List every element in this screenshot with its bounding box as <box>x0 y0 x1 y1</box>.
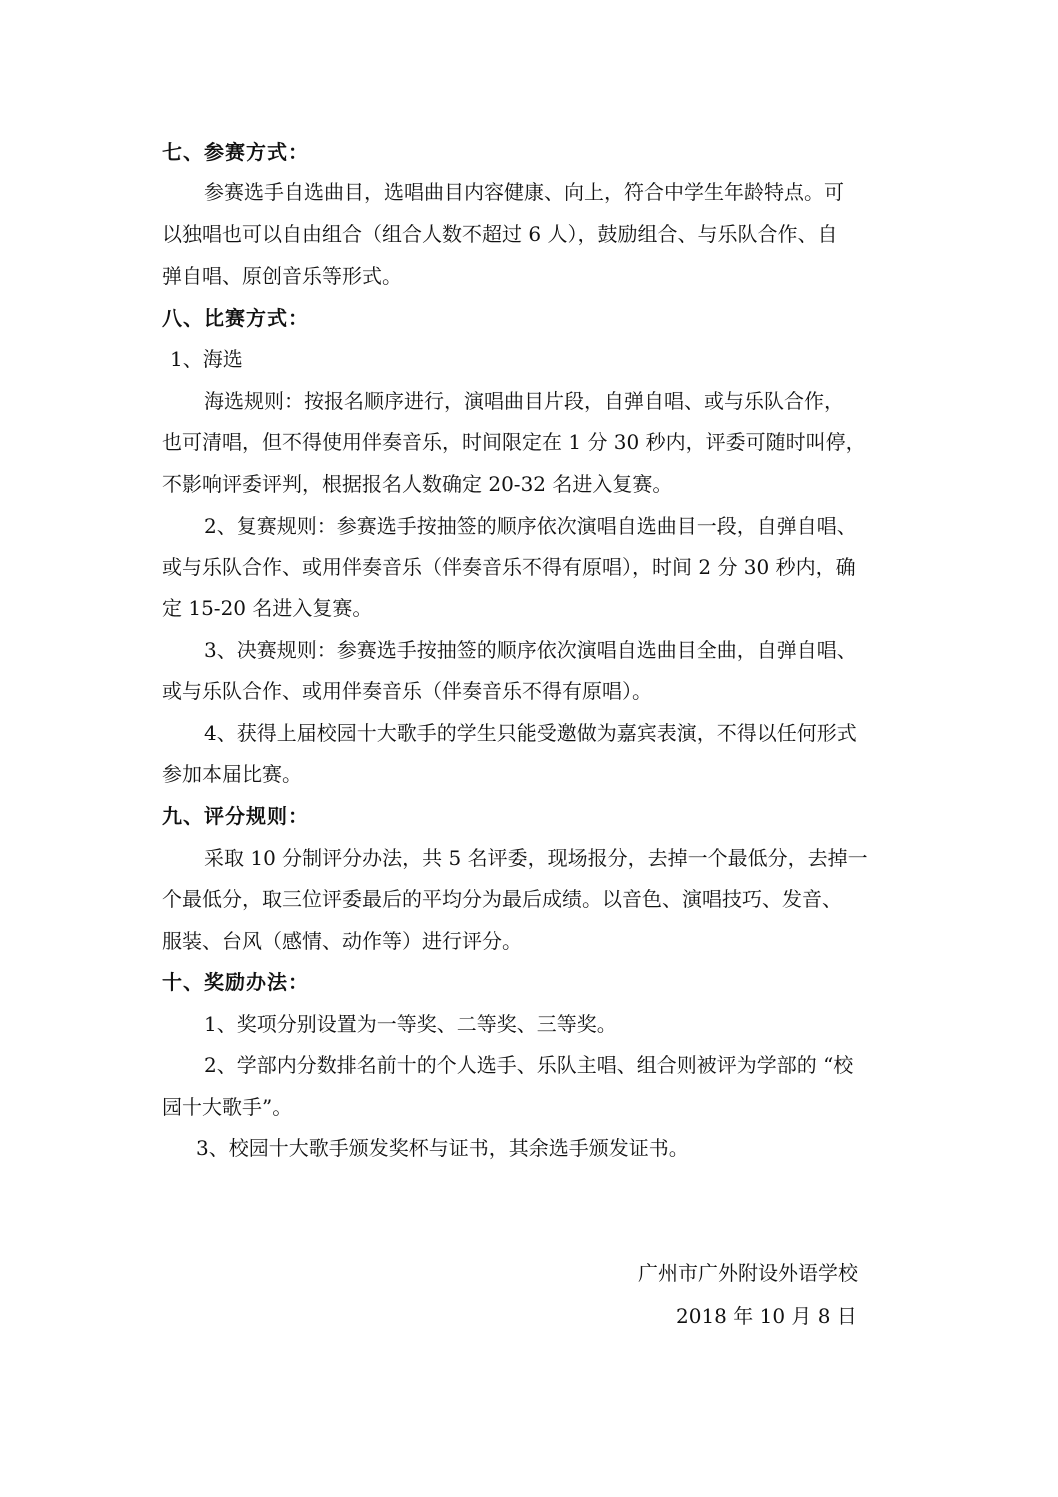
signature-date: 2018 年 10 月 8 日 <box>676 1304 857 1328</box>
section-7-heading: 七、参赛方式： <box>162 140 309 164</box>
fusai-line-1: 2、复赛规则：参赛选手按抽签的顺序依次演唱自选曲目一段，自弹自唱、 <box>204 514 857 538</box>
haixuan-line-1: 海选规则：按报名顺序进行，演唱曲目片段，自弹自唱、或与乐队合作， <box>204 389 844 413</box>
juesai-line-2: 或与乐队合作、或用伴奏音乐（伴奏音乐不得有原唱）。 <box>162 679 652 703</box>
section-9-heading: 九、评分规则： <box>162 804 309 828</box>
award-item-2-line-2: 园十大歌手”。 <box>162 1095 293 1119</box>
section-8-sub-1: 1、海选 <box>170 347 243 371</box>
section-7-line-2: 以独唱也可以自由组合（组合人数不超过 6 人），鼓励组合、与乐队合作、自 <box>162 222 838 246</box>
rule-4-line-1: 4、获得上届校园十大歌手的学生只能受邀做为嘉宾表演，不得以任何形式 <box>204 721 857 745</box>
section-7-line-3: 弹自唱、原创音乐等形式。 <box>162 264 402 288</box>
section-8-heading: 八、比赛方式： <box>162 306 309 330</box>
section-9-line-3: 服装、台风（感情、动作等）进行评分。 <box>162 929 522 953</box>
haixuan-line-3: 不影响评委评判，根据报名人数确定 20-32 名进入复赛。 <box>162 472 673 496</box>
fusai-line-2: 或与乐队合作、或用伴奏音乐（伴奏音乐不得有原唱），时间 2 分 30 秒内，确 <box>162 555 856 579</box>
section-9-line-2: 个最低分，取三位评委最后的平均分为最后成绩。以音色、演唱技巧、发音、 <box>162 887 842 911</box>
juesai-line-1: 3、决赛规则：参赛选手按抽签的顺序依次演唱自选曲目全曲，自弹自唱、 <box>204 638 857 662</box>
section-10-heading: 十、奖励办法： <box>162 970 309 994</box>
section-9-line-1: 采取 10 分制评分办法，共 5 名评委，现场报分，去掉一个最低分，去掉一 <box>204 846 868 870</box>
award-item-2-line-1: 2、学部内分数排名前十的个人选手、乐队主唱、组合则被评为学部的 “校 <box>204 1053 854 1077</box>
signature-school: 广州市广外附设外语学校 <box>638 1261 858 1285</box>
rule-4-line-2: 参加本届比赛。 <box>162 762 302 786</box>
haixuan-line-2: 也可清唱，但不得使用伴奏音乐，时间限定在 1 分 30 秒内，评委可随时叫停， <box>162 430 866 454</box>
section-7-line-1: 参赛选手自选曲目，选唱曲目内容健康、向上，符合中学生年龄特点。可 <box>204 180 844 204</box>
fusai-line-3: 定 15-20 名进入复赛。 <box>162 596 373 620</box>
award-item-3: 3、校园十大歌手颁发奖杯与证书，其余选手颁发证书。 <box>196 1136 689 1160</box>
award-item-1: 1、奖项分别设置为一等奖、二等奖、三等奖。 <box>204 1012 617 1036</box>
